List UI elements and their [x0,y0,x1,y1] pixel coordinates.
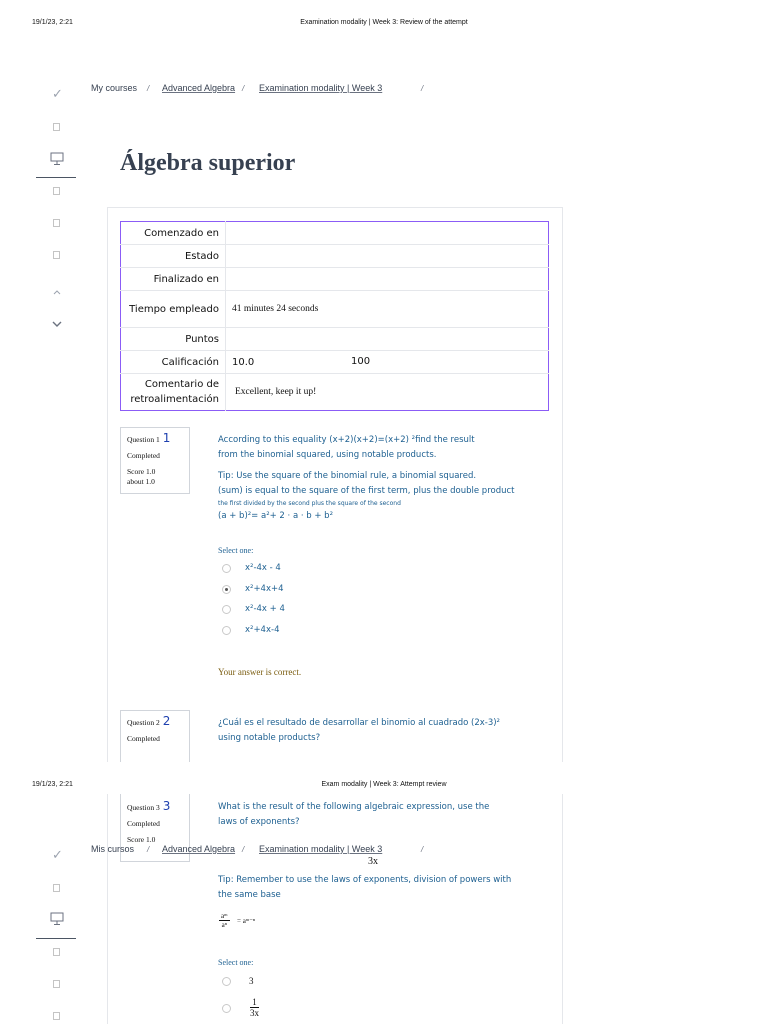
print-title: Exam modality | Week 3: Attempt review [321,781,447,788]
summary-row [121,245,549,268]
question-text-3 [218,800,548,830]
question-line: laws of exponents? [218,817,300,827]
summary-row [121,351,549,374]
check-icon[interactable]: ✓ [52,87,63,102]
breadcrumb-home[interactable]: My courses [91,83,138,93]
summary-row [121,268,549,291]
law-result: = aᵐ⁻ⁿ [237,917,256,925]
square-icon[interactable] [53,948,60,956]
print-date: 19/1/23, 2:21 [32,781,73,788]
radio-button[interactable] [222,626,231,635]
check-icon[interactable]: ✓ [52,848,63,863]
summary-label: Estado [121,245,226,268]
summary-label: Calificación [121,351,226,374]
option-numerator: 1 [252,997,257,1007]
option-label: 3 [249,976,254,986]
chevron-down-icon[interactable] [51,315,63,323]
print-header [0,19,768,33]
tip-small-line: the first divided by the second plus the square of the second [218,500,401,507]
question-max-score: about 1.0 [127,477,155,486]
print-date: 19/1/23, 2:21 [32,19,73,26]
print-title: Examination modality | Week 3: Review of the attempt [300,19,468,26]
square-icon[interactable] [53,884,60,892]
square-icon[interactable] [53,1012,60,1020]
law-denominator: aⁿ [221,921,227,929]
question-line: using notable products? [218,733,321,743]
summary-value: 41 minutes 24 seconds [226,291,549,328]
summary-value: Excellent, keep it up! [226,374,549,411]
summary-row [121,291,549,328]
page-break [0,762,768,778]
question-info-2 [120,710,190,763]
question-text-2 [218,716,548,746]
option-label: x²-4x + 4 [245,604,285,614]
grade-max: 100 [351,356,371,367]
summary-row [121,222,549,245]
square-icon[interactable] [53,123,60,131]
select-one-label: Select one: [218,958,254,967]
question-number: 1 [162,431,171,445]
radio-button[interactable] [222,605,231,614]
page-title: Álgebra superior [120,150,296,176]
active-indicator [36,177,76,178]
breadcrumb-section[interactable]: Examination modality | Week 3 [259,844,383,854]
question-line: What is the result of the following algebraic expression, use the [218,802,490,812]
question-label: Question 2 [127,718,160,727]
attempt-summary-table [120,221,549,411]
question-line: ¿Cuál es el resultado de desarrollar el binomio al cuadrado (2x-3)² [218,718,500,728]
square-icon[interactable] [53,187,60,195]
square-icon[interactable] [53,251,60,259]
tip-line: Tip: Remember to use the laws of exponents, division of powers with [218,875,512,885]
summary-value [226,328,549,351]
option-label: x²-4x - 4 [245,563,281,573]
summary-row [121,328,549,351]
answer-feedback: Your answer is correct. [218,667,302,677]
breadcrumb-section[interactable]: Examination modality | Week 3 [259,83,383,93]
law-numerator: aᵐ [221,912,228,920]
tip-formula: (a + b)²= a²+ 2 · a · b + b² [218,511,333,521]
radio-button[interactable] [222,977,231,986]
summary-label: Tiempo empleado [121,291,226,328]
tip-line: the same base [218,890,281,900]
question-state: Completed [127,451,160,460]
question-label: Question 1 [127,435,160,444]
summary-label: Comentario de retroalimentación [121,374,226,411]
square-icon[interactable] [53,980,60,988]
question-text-1 [218,433,548,463]
summary-value [226,268,549,291]
monitor-icon[interactable] [50,152,64,166]
question-label: Question 3 [127,803,160,812]
exponent-law-fraction [219,912,230,929]
option-fraction [250,997,259,1018]
summary-label: Puntos [121,328,226,351]
grade-value: 10.0 [232,356,255,368]
option-denominator: 3x [250,1008,259,1018]
question-info-1 [120,427,190,494]
monitor-icon[interactable] [50,912,64,926]
question-score: Score 1.0 [127,467,156,476]
tip-line: (sum) is equal to the square of the first term, plus the double product [218,486,515,496]
option-label: x²+4x-4 [245,625,280,635]
radio-button[interactable] [222,1004,231,1013]
print-header [0,781,768,795]
question-line: According to this equality (x+2)(x+2)=(x+2) ²find the result [218,435,475,445]
tip-line: Tip: Use the square of the binomial rule, a binomial squared. [218,471,477,481]
radio-button[interactable] [222,564,231,573]
summary-value [226,351,549,374]
active-indicator [36,938,76,939]
select-one-label: Select one: [218,546,254,555]
summary-label: Finalizado en [121,268,226,291]
question-number: 2 [162,714,171,728]
option-label: x²+4x+4 [245,584,284,594]
breadcrumb-course[interactable]: Advanced Algebra [162,844,236,854]
summary-row [121,374,549,411]
square-icon[interactable] [53,219,60,227]
question-tip-3 [218,873,548,903]
breadcrumb-home[interactable]: Mis cursos [91,844,135,854]
question-number: 3 [162,799,171,813]
question-line: from the binomial squared, using notable products. [218,450,437,460]
question-state: Completed [127,819,160,828]
breadcrumb-course[interactable]: Advanced Algebra [162,83,236,93]
expression-denominator: 3x [368,856,378,867]
question-tip-1 [218,469,548,524]
radio-button-selected[interactable] [222,585,231,594]
summary-value [226,245,549,268]
chevron-up-icon[interactable] [52,283,62,291]
question-state: Completed [127,734,160,743]
summary-label: Comenzado en [121,222,226,245]
summary-value [226,222,549,245]
question-score: Score 1.0 [127,835,156,844]
